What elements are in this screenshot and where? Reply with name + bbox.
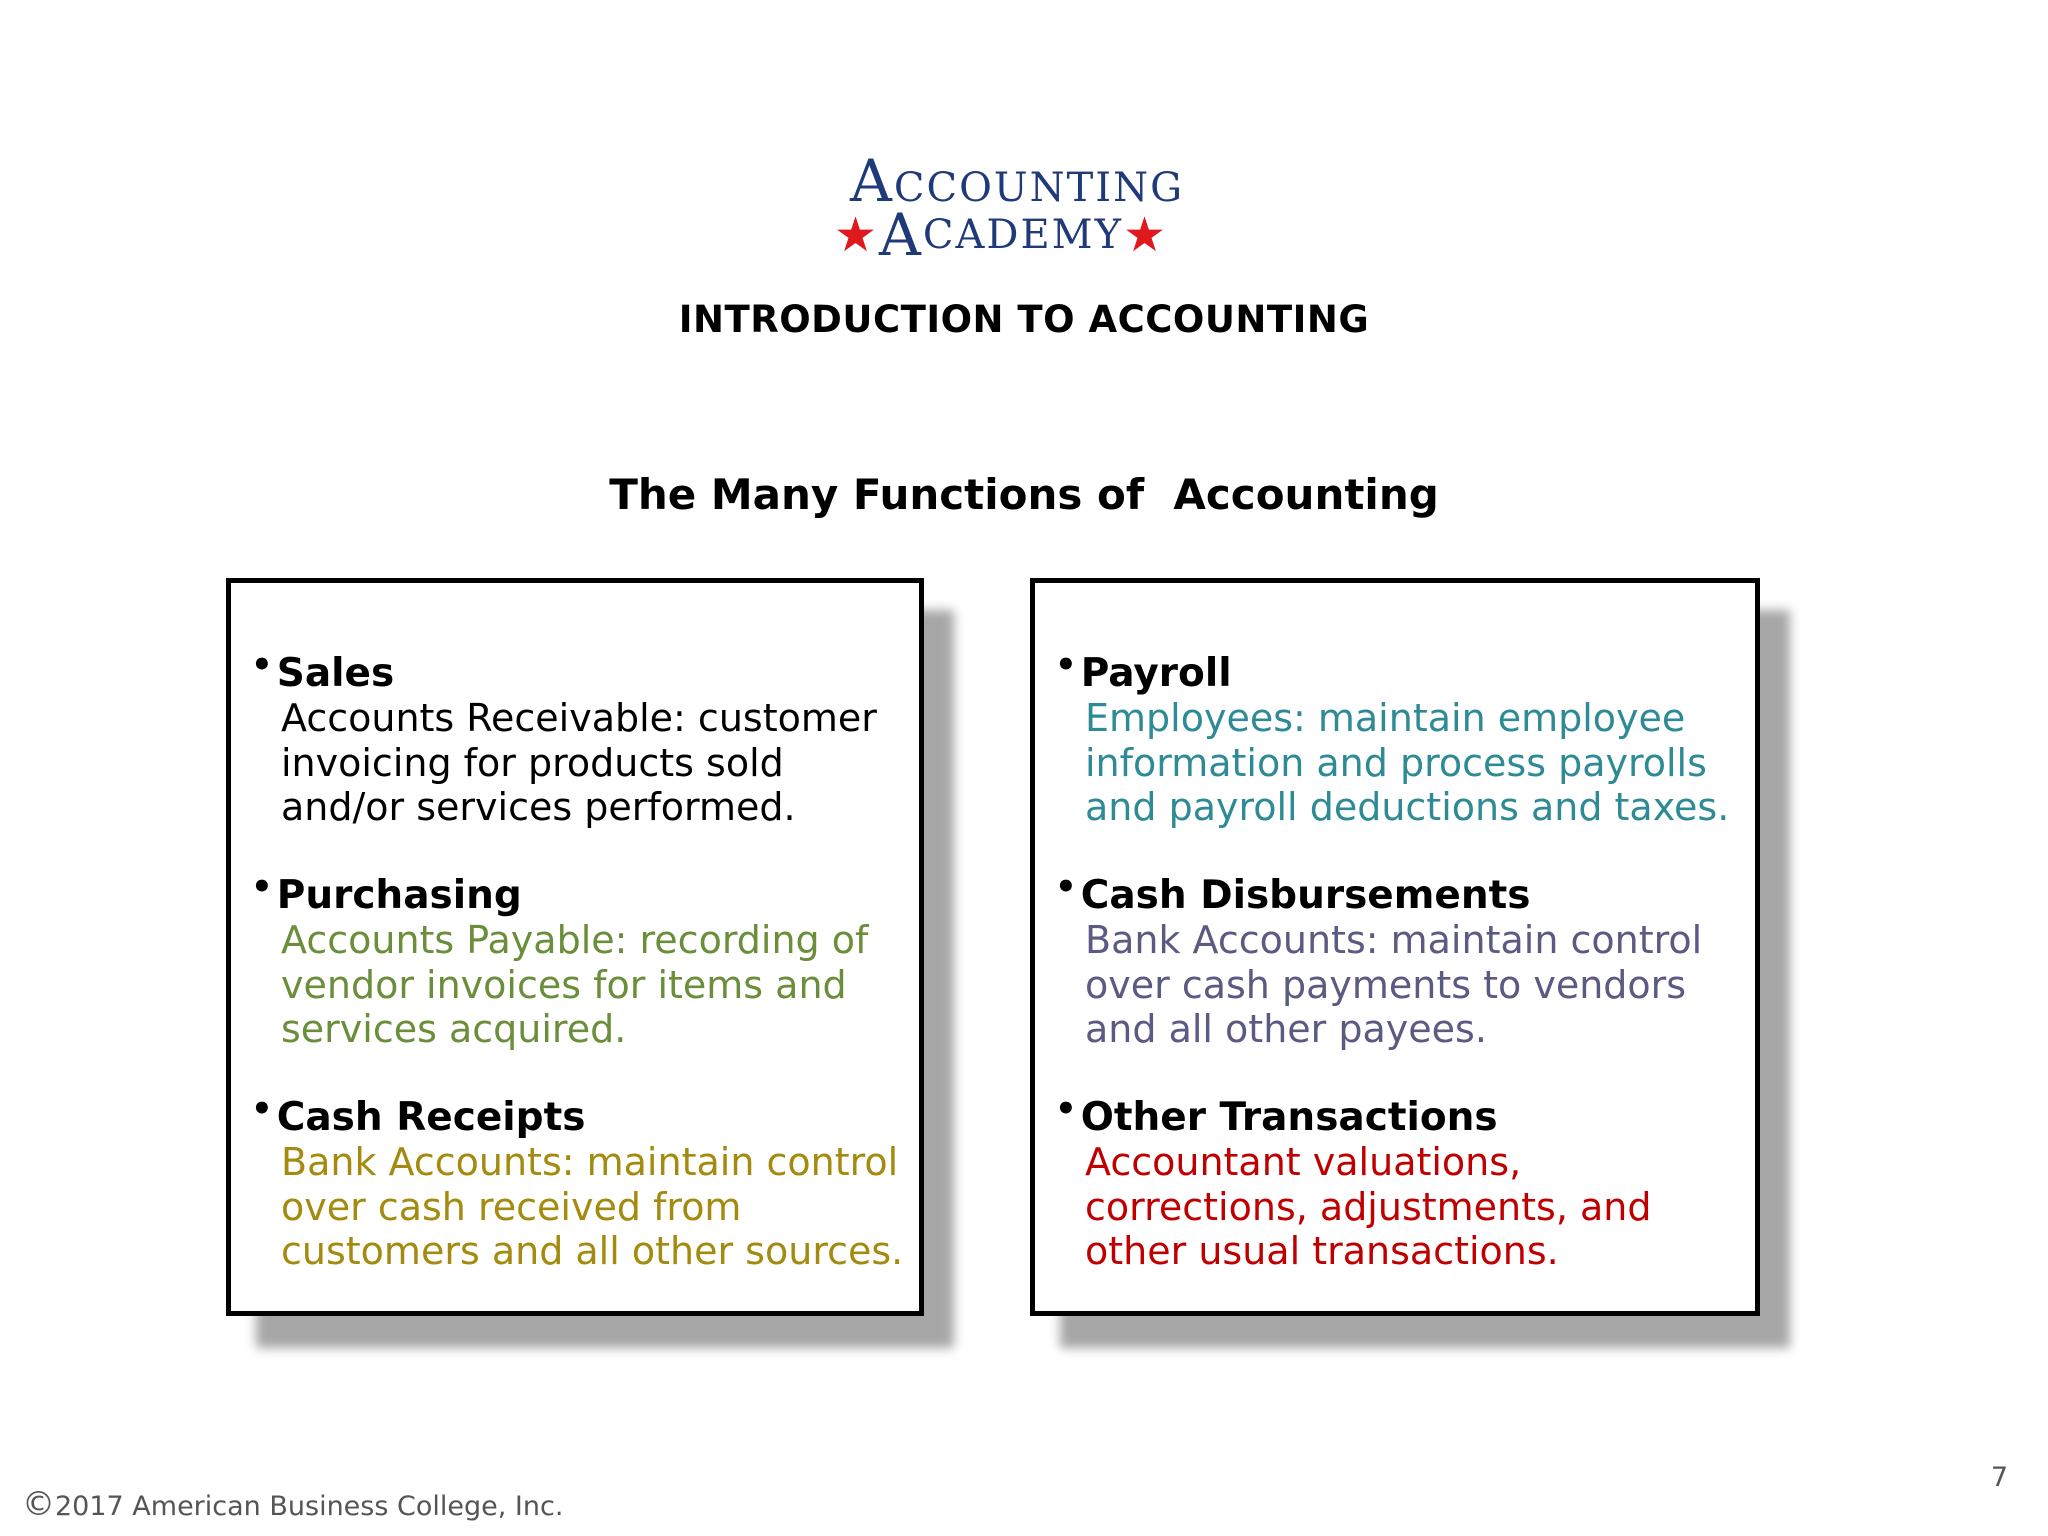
function-description: Accounts Payable: recording of vendor invoices for items and services acquired.	[281, 918, 869, 1051]
function-description: Bank Accounts: maintain control over cash received from customers and all other sources.	[281, 1140, 904, 1273]
function-heading: Cash Receipts	[276, 1095, 586, 1140]
function-heading: Purchasing	[276, 873, 522, 918]
functions-panel-right	[1030, 578, 1760, 1316]
logo-line-1: ACCOUNTING	[850, 147, 1185, 215]
function-heading: Payroll	[1080, 651, 1232, 696]
function-item-sales	[251, 643, 909, 830]
bullet-icon: •	[1055, 867, 1077, 907]
star-icon: ★	[834, 207, 880, 263]
function-item-cash-disbursements	[1055, 865, 1745, 1052]
bullet-icon: •	[1055, 645, 1077, 685]
bullet-icon: •	[251, 1089, 273, 1129]
function-item-payroll	[1055, 643, 1745, 830]
functions-panel-left	[226, 578, 924, 1316]
function-item-cash-receipts	[251, 1087, 909, 1274]
slide-subtitle: The Many Functions of Accounting	[609, 470, 1439, 519]
logo-line-2: ★ A CADEMY ★	[834, 201, 1169, 269]
function-description: Employees: maintain employee information and process payrolls and payroll deductions and taxes.	[1085, 696, 1730, 829]
function-description: Accountant valuations, corrections, adjustments, and other usual transactions.	[1085, 1140, 1652, 1273]
star-icon: ★	[1123, 207, 1169, 263]
page-title: INTRODUCTION TO ACCOUNTING	[678, 298, 1370, 341]
function-description: Bank Accounts: maintain control over cash payments to vendors and all other payees.	[1085, 918, 1703, 1051]
copyright-icon: ©	[22, 1484, 55, 1523]
function-heading: Sales	[276, 651, 395, 696]
function-description: Accounts Receivable: customer invoicing for products sold and/or services performed.	[281, 696, 877, 829]
function-item-other-transactions	[1055, 1087, 1745, 1274]
page-number: 7	[1990, 1462, 2008, 1493]
copyright-footer	[22, 1484, 563, 1523]
bullet-icon: •	[1055, 1089, 1077, 1129]
function-item-purchasing	[251, 865, 909, 1052]
bullet-icon: •	[251, 867, 273, 907]
copyright-text: 2017 American Business College, Inc.	[55, 1491, 564, 1522]
function-heading: Cash Disbursements	[1080, 873, 1531, 918]
function-heading: Other Transactions	[1080, 1095, 1498, 1140]
bullet-icon: •	[251, 645, 273, 685]
accounting-academy-logo	[834, 147, 1224, 269]
